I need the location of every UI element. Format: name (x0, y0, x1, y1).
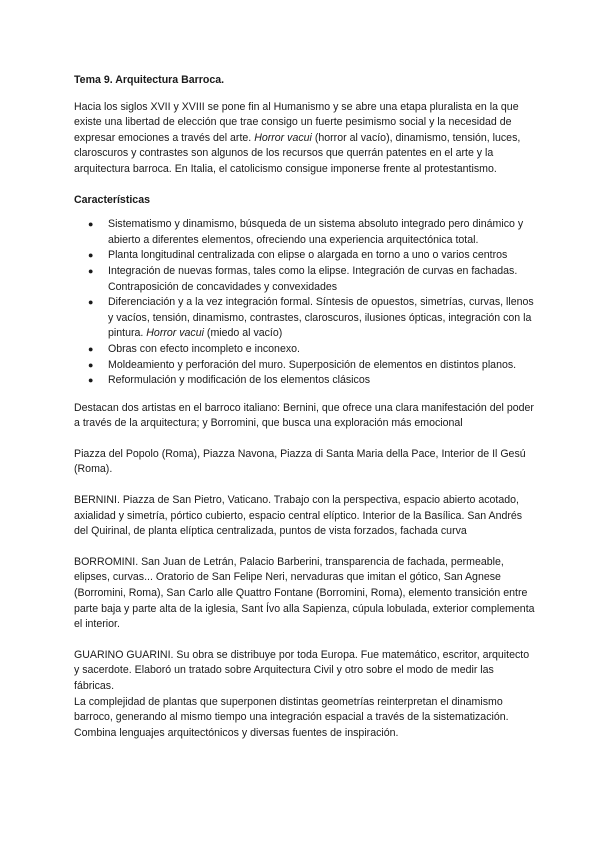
list-item-italic-term: Horror vacui (146, 327, 204, 340)
spacer (74, 432, 536, 447)
artists-paragraph: Destacan dos artistas en el barroco italiano: Bernini, que ofrece una clara manifestación del poder a través de la arquitectura; y Borromini, que busca una exploración más emocional (74, 401, 534, 430)
bullet-icon: ● (88, 359, 94, 370)
list-item-text: Planta longitudinal centralizada con elipse o alargada en torno a uno o varios centros (108, 249, 508, 262)
list-item (74, 358, 536, 374)
list-item (74, 295, 536, 342)
bullet-icon: ● (88, 250, 94, 261)
list-item-text: Reformulación y modificación de los elementos clásicos (108, 374, 371, 387)
bullet-icon: ● (88, 343, 94, 354)
list-item (74, 248, 536, 264)
list-item (74, 217, 536, 248)
document-title: Tema 9. Arquitectura Barroca. (74, 74, 225, 86)
list-item (74, 373, 536, 389)
intro-text-continued: (horror al vacío), dinamismo, tensión, luces, claroscuros y contrastes son algunos de los recursos que querrán patentes en el arte y la arquitectura barroca. En Italia, el catolicismo consigue imponerse frente al protestantismo. (74, 131, 521, 175)
characteristics-heading: Características (74, 193, 150, 206)
bullet-icon: ● (88, 265, 94, 276)
spacer (74, 478, 536, 493)
guarini-paragraph-continued: La complejidad de plantas que superponen distintas geometrías reinterpretan el dinamismo barroco, generando al mismo tiempo una integración espacial a través de la sistematización. Combina lenguajes arquitectónicos y diversas fuentes de inspiración. (74, 695, 509, 739)
list-item-text: Obras con efecto incompleto e inconexo. (108, 342, 300, 355)
bullet-icon: ● (88, 219, 94, 230)
characteristics-list (74, 217, 536, 389)
list-item-text: Moldeamiento y perforación del muro. Superposición de elementos en distintos planos. (108, 358, 517, 371)
intro-paragraph (74, 100, 536, 178)
list-item-text: Diferenciación y a la vez integración formal. Síntesis de opuestos, simetrías, curvas, llenos y vacíos, tensión, dinamismo, contrastes, claroscuros, ilusiones ópticas, integración con la pintura. (108, 296, 534, 340)
places-paragraph: Piazza del Popolo (Roma), Piazza Navona, Piazza di Santa Maria della Pace, Interior de Il Gesú (Roma). (74, 447, 526, 476)
bullet-icon: ● (88, 297, 94, 308)
document-page (74, 73, 536, 741)
guarini-paragraph: GUARINO GUARINI. Su obra se distribuye por toda Europa. Fue matemático, escritor, arquitecto y sacerdote. Elaboró un tratado sobre Arquitectura Civil y otro sobre el modo de medir las fábricas. (74, 648, 530, 692)
list-item-text: Sistematismo y dinamismo, búsqueda de un sistema absoluto integrado pero dinámico y abierto a diferentes elementos, ofreciendo una experiencia arquitectónica total. (108, 218, 524, 246)
spacer (74, 633, 536, 648)
list-item-text: Integración de nuevas formas, tales como la elipse. Integración de curvas en fachadas. Contraposición de concavidades y convexidades (108, 264, 518, 293)
bullet-icon: ● (88, 375, 94, 386)
borromini-paragraph: BORROMINI. San Juan de Letrán, Palacio Barberini, transparencia de fachada, permeable, elipses, curvas... Oratorio de San Felipe Neri, nervaduras que imitan el gótico, San Agnese (Borromini, Roma), San Carlo alle Quattro Fontane (Borromini, Roma), elemento transición entre parte baja y parte alta de la iglesia, Sant Ívo alla Sapienza, cúpula lobulada, exterior complementa el interior. (74, 555, 535, 631)
bernini-paragraph: BERNINI. Piazza de San Pietro, Vaticano. Trabajo con la perspectiva, espacio abierto acotado, axialidad y simetría, pórtico cubierto, espacio central elíptico. Interior de la Basílica. San Andrés del Quirinal, de planta elíptica centralizada, puntos de vista forzados, fachada curva (74, 494, 523, 538)
list-item (74, 342, 536, 358)
intro-italic-term: Horror vacui (254, 131, 312, 144)
intro-text: Hacia los siglos XVII y XVIII se pone fin al Humanismo y se abre una etapa pluralista en la que existe una libertad de elección que trae consigo un fuerte pesimismo social y la necesidad de expresar emociones a través del arte. (74, 100, 519, 144)
spacer (74, 540, 536, 555)
list-item-text-continued: (miedo al vacío) (203, 327, 283, 340)
spacer (74, 178, 536, 193)
list-item (74, 264, 536, 295)
